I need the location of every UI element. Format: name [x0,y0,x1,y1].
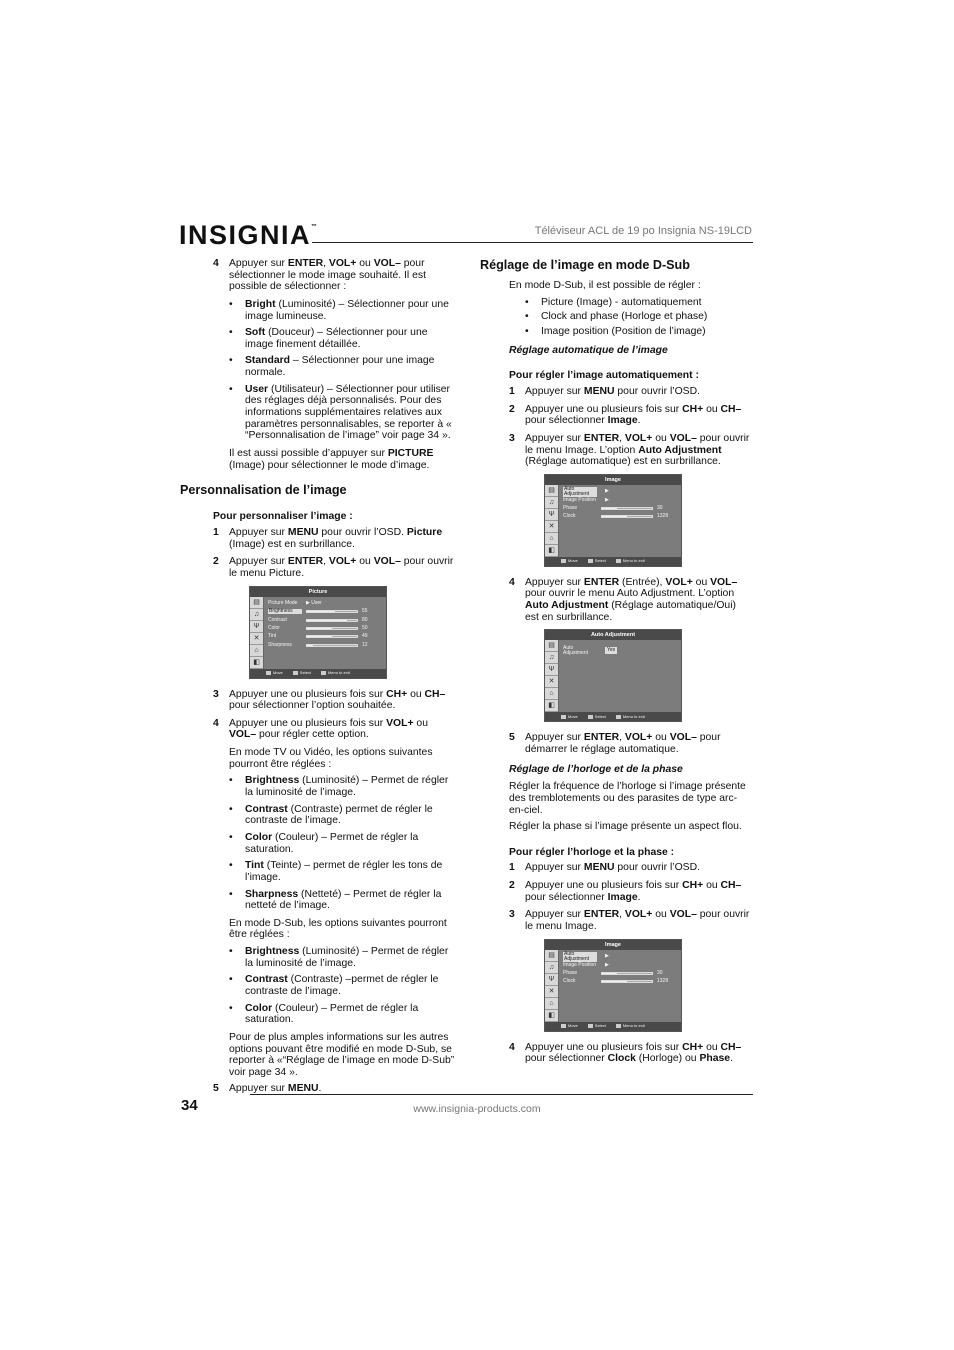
auto-step-1: 1 Appuyer sur MENU pour ouvrir l’OSD. [509,385,700,397]
osd-footer: Move Select Menu to exit [545,712,681,721]
osd-row: Color 50 [268,625,368,632]
level-bar [601,507,653,510]
picture-icon: ▤ [545,485,558,497]
level-bar [306,644,358,647]
list-item: • Image position (Position de l’image) [525,326,706,338]
clock-step-4: 4 Appuyer une ou plusieurs fois sur CH+ ou CH– pour sélectionner Clock (Horloge) ou Phase. [509,1041,742,1065]
auto-subheading: Réglage automatique de l’image [509,344,668,356]
clock-step-2: 2 Appuyer une ou plusieurs fois sur CH+ ou CH– pour sélectionner Image. [509,880,742,903]
step-1: 1 Appuyer sur MENU pour ouvrir l’OSD. Picture (Image) est en surbrillance. [213,526,443,550]
level-bar [306,619,358,622]
list-item: • Contrast (Contraste) –permet de régler le contraste de l’image. [229,974,439,997]
step-4-adjust: 4 Appuyer une ou plusieurs fois sur VOL+ ou VOL– pour régler cette option. [213,717,428,741]
list-item: • Sharpness (Netteté) – Permet de régler la netteté de l’image. [229,888,442,912]
right-column [480,258,752,1071]
osd-row: Contrast 80 [268,616,368,623]
osd-row: Auto Adjustment Yes [563,644,616,656]
antenna-icon: Ψ [545,664,558,676]
osd-row: Phase 30 [563,505,663,512]
step-4-select-mode: 4 Appuyer sur ENTER, VOL+ ou VOL– pour sélectionner le mode image souhaité. Il est possible de sélectionner : [213,258,426,293]
osd-row: Image Position ▶ [563,961,609,968]
clock-step-3: 3 Appuyer sur ENTER, VOL+ ou VOL– pour ouvrir le menu Image. [509,909,750,933]
antenna-icon: Ψ [250,621,263,633]
lock-icon: ⌂ [545,998,558,1010]
osd-icon-column [250,597,264,669]
image-menu-screenshot-1 [544,474,682,567]
list-item: • Clock and phase (Horloge et phase) [525,311,708,323]
osd-footer: Move Select Menu to exit [545,1022,681,1031]
list-item: • Tint (Teinte) – permet de régler les tons de l’image. [229,860,443,883]
dsub-options-list [229,946,456,1026]
clock-subheading: Réglage de l’horloge et de la phase [509,763,683,775]
image-menu-screenshot-2 [544,939,682,1032]
tools-icon: ✕ [545,676,558,688]
auto-howto: Pour régler l’image automatiquement : [509,370,699,382]
list-item: • Contrast (Contraste) permet de régler le contraste de l’image. [229,803,433,827]
level-bar [306,635,358,638]
osd-row: Auto Adjustment ▶ [564,950,609,962]
auto-step-2: 2 Appuyer une ou plusieurs fois sur CH+ ou CH– pour sélectionner Image. [509,403,742,427]
auto-step-4: 4 Appuyer sur ENTER (Entrée), VOL+ ou VOL– pour ouvrir le menu Auto Adjustment. L’option Auto Adjustment (Réglage automatique/Oui) est en surbrillance. [509,576,738,623]
list-item: • Brightness (Luminosité) – Permet de régler la luminosité de l’image. [229,946,449,969]
input-icon: ◧ [545,545,558,557]
footer-url: www.insignia-products.com [413,1103,541,1115]
input-icon: ◧ [545,700,558,712]
insignia-logo: INSIGNIA™ [179,220,318,250]
more-info-note: Pour de plus amples informations sur les autres options pouvant être modifié en mode D-Sub, se reporter à «“Réglage de l’image en mode D-Sub” voir page 34 ». [229,1031,455,1078]
picture-mode-list [229,299,456,442]
osd-title: Auto Adjustment [545,630,681,640]
level-bar [601,972,653,975]
osd-row: Picture Mode ▶ User [268,600,322,607]
picture-icon: ▤ [250,597,263,609]
antenna-icon: Ψ [545,974,558,986]
step-2: 2 Appuyer sur ENTER, VOL+ ou VOL– pour ouvrir le menu Picture. [213,556,454,579]
section-title-personnalisation: Personnalisation de l’image [180,483,347,498]
antenna-icon: Ψ [545,509,558,521]
osd-row: Image Position ▶ [563,496,609,503]
osd-icon-column [545,950,559,1022]
auto-step-5: 5 Appuyer sur ENTER, VOL+ ou VOL– pour démarrer le réglage automatique. [509,732,721,755]
document-title: Téléviseur ACL de 19 po Insignia NS-19LCD [534,225,752,237]
left-column [180,258,456,1101]
auto-step-3: 3 Appuyer sur ENTER, VOL+ ou VOL– pour ouvrir le menu Image. L’option Auto Adjustment (Réglage automatique) est en surbrillance. [509,432,750,468]
tools-icon: ✕ [545,521,558,533]
audio-icon: ♫ [545,652,558,664]
level-bar [306,610,358,613]
audio-icon: ♫ [250,609,263,621]
osd-row: Phase 30 [563,969,663,976]
osd-footer: Move Select Menu to exit [545,557,681,566]
lock-icon: ⌂ [545,688,558,700]
step-3: 3 Appuyer une ou plusieurs fois sur CH+ ou CH– pour sélectionner l’option souhaitée. [213,688,446,712]
auto-adjustment-menu-screenshot [544,629,682,722]
list-item: • Color (Couleur) – Permet de régler la saturation. [229,831,419,855]
list-item: • User (Utilisateur) – Sélectionner pour utiliser des réglages déjà personnalisés. Pour des informations supplémentaires relatives aux paramètres personnalisables, se reporter à « “Personnalisation de l’image” voir page 34 ». [229,383,452,442]
level-bar [601,515,653,518]
clock-para-2: Régler la phase si l’image présente un aspect flou. [509,821,742,833]
picture-menu-screenshot [249,586,387,679]
footer-rule [250,1094,753,1095]
level-bar [306,627,358,630]
tv-options-list [229,775,456,911]
list-item: • Picture (Image) - automatiquement [525,296,702,308]
lock-icon: ⌂ [545,533,558,545]
osd-footer: Move Select Menu to exit [250,669,386,678]
lock-icon: ⌂ [250,645,263,657]
dsub-mode-note: En mode D-Sub, les options suivantes pourront être réglées : [229,917,447,941]
howto-heading: Pour personnaliser l’image : [213,511,353,523]
tools-icon: ✕ [545,986,558,998]
osd-row: Auto Adjustment ▶ [564,485,609,497]
clock-para-1: Régler la fréquence de l’horloge si l’image présente des tremblotements ou des parasites de type arc-en-ciel. [509,781,746,816]
osd-title: Image [545,940,681,950]
osd-icon-column [545,640,559,712]
osd-icon-column [545,485,559,557]
list-item: • Standard – Sélectionner pour une image normale. [229,355,435,379]
picture-icon: ▤ [545,640,558,652]
tools-icon: ✕ [250,633,263,645]
list-item: • Soft (Douceur) – Sélectionner pour une image finement détaillée. [229,327,428,350]
list-item: • Bright (Luminosité) – Sélectionner pour une image lumineuse. [229,298,449,322]
list-item: • Color (Couleur) – Permet de régler la saturation. [229,1002,419,1026]
audio-icon: ♫ [545,497,558,509]
list-item: • Brightness (Luminosité) – Permet de régler la luminosité de l’image. [229,775,449,799]
osd-title: Image [545,475,681,485]
clock-howto: Pour régler l’horloge et la phase : [509,846,675,858]
osd-row: Clock 1328 [563,978,669,985]
osd-row: Sharpness 12 [268,641,368,648]
clock-step-1: 1 Appuyer sur MENU pour ouvrir l’OSD. [509,862,700,874]
picture-button-note: Il est aussi possible d’appuyer sur PICTURE (Image) pour sélectionner le mode d’image. [229,447,434,471]
osd-row: Clock 1328 [563,513,669,520]
osd-row: Brightness 55 [269,608,368,615]
section-title-dsub: Réglage de l’image en mode D-Sub [480,258,690,272]
osd-row: Tint 49 [268,633,368,640]
step-5: 5 Appuyer sur MENU. [213,1083,322,1095]
dsub-items-list [525,297,752,338]
page-number: 34 [181,1097,198,1114]
tv-mode-note: En mode TV ou Vidéo, les options suivantes pourront être réglées : [229,747,433,770]
input-icon: ◧ [545,1010,558,1022]
dsub-intro: En mode D-Sub, il est possible de régler : [509,280,701,292]
header-rule [312,242,753,243]
picture-icon: ▤ [545,950,558,962]
input-icon: ◧ [250,657,263,669]
osd-title: Picture [250,587,386,597]
level-bar [601,980,653,983]
audio-icon: ♫ [545,962,558,974]
